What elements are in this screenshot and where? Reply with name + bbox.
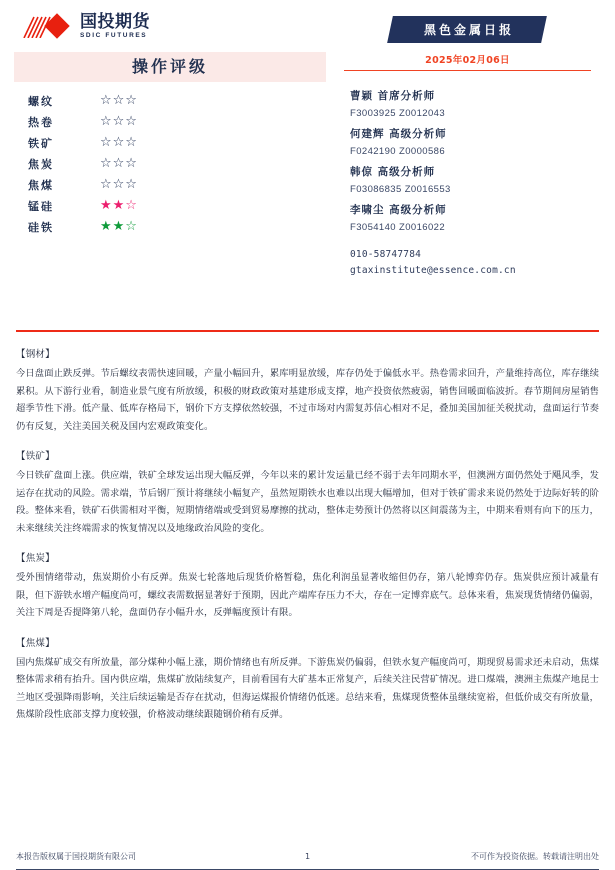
section-coking-coal xyxy=(16,635,599,724)
report-title-text: 黑色金属日报 xyxy=(424,23,515,37)
section-paragraph: 今日铁矿盘面上涨。供应端，铁矿全球发运出现大幅反弹，今年以来的累计发运量已经不弱于去年同期水平，但澳洲方面仍然处于飓风季，发运存在扰动的风险。需求端，节后钢厂预计将继续小幅复产，虽然短期铁水也难以出现大幅增加，但对于铁矿需求来说仍然处于边际好转的阶段。整体来看，铁矿石供需相对平衡，短期情绪端或受到贸易摩擦的扰动，整体走势预计仍然将以区间震荡为主，中期来看则有向下的压力，未来继续关注终端需求的恢复情况以及地缘政治风险的变化。 xyxy=(16,470,599,534)
section-paragraph: 今日盘面止跌反弹。节后螺纹表需快速回暖，产量小幅回升，累库明显放缓，库存仍处于偏低水平。热卷需求回升，产量维持高位，库存继续累积。从下游行业看，制造业景气度有所放缓，积极的财政政策对基建形成支撑，地产投资依然疲弱，销售回暖面临波折。春节期间房屋销售超季节性下滑。低产量、低库存格局下，钢价下方支撑依然较强，不过市场对内需复苏信心相对不足，叠加美国加征关税扰动，盘面运行节奏仍有反复，关注美国关税及国内宏观政策变化。 xyxy=(16,368,599,432)
rating-commodity-name: 硅铁 xyxy=(28,220,54,234)
contact-phone: 010-58747784 xyxy=(350,249,422,260)
analyst-license-code: F3003925 Z0012043 xyxy=(350,108,446,119)
rating-stars: ★★☆ xyxy=(100,219,138,234)
contact-email[interactable]: gtaxinstitute@essence.com.cn xyxy=(350,265,516,276)
analyst-list xyxy=(334,71,601,233)
rating-stars: ☆☆☆ xyxy=(100,93,138,108)
rating-stars: ☆☆☆ xyxy=(100,156,138,171)
rating-stars: ☆☆☆ xyxy=(100,135,138,150)
section-steel xyxy=(16,346,599,435)
table-row xyxy=(28,216,326,237)
analyst-name: 何建辉 高级分析师 xyxy=(350,128,447,140)
footer-copyright: 本报告版权属于国投期货有限公司 xyxy=(16,851,136,861)
section-title: 【焦煤】 xyxy=(16,637,55,649)
analyst-name: 李啸尘 高级分析师 xyxy=(350,204,447,216)
rating-commodity-name: 螺纹 xyxy=(28,94,54,108)
report-body xyxy=(0,332,615,724)
rating-commodity-name: 铁矿 xyxy=(28,136,54,150)
report-date: 2025年02月06日 xyxy=(425,55,510,66)
section-paragraph: 受外围情绪带动，焦炭期价小有反弹。焦炭七轮落地后现货价格暂稳，焦化利润虽显著收缩但仍存，第八轮博弈仍存。焦炭供应预计减量有限，但下游铁水增产幅度尚可，螺纹表需数据显著好于预期，因此产端库存压力不大，存在一定博弈底气。总体来看，焦炭现货情绪仍偏弱，关注下周是否提降第八轮，盘面仍存小幅升水，反弹幅度预计有限。 xyxy=(16,572,599,618)
section-paragraph: 国内焦煤矿成交有所放量，部分煤种小幅上涨，期价情绪也有所反弹。下游焦炭仍偏弱，但铁水复产幅度尚可，期现贸易需求还未启动，焦煤整体需求稍有抬升。国内供应端，焦煤矿放陆续复产，目前看国有大矿基本正常复产，后续关注民营矿情况。进口煤端，澳洲主焦煤产地昆士兰地区受强降雨影响，关注后续运输是否存在扰动，但海运煤报价情绪仍低迷。总结来看，焦煤现货整体虽继续宽裕，但低价成交有所放量，焦煤阶段性底部支撑力度较强，价格波动继续跟随钢价稍有反弹。 xyxy=(16,656,599,720)
logo-wordmark xyxy=(80,14,150,40)
report-title-shape xyxy=(388,16,548,43)
table-row xyxy=(28,174,326,195)
analyst-license-code: F03086835 Z0016553 xyxy=(350,184,451,195)
table-row xyxy=(28,132,326,153)
table-row xyxy=(28,111,326,132)
report-header xyxy=(0,0,615,330)
header-right-column xyxy=(326,12,601,330)
analyst-license-code: F3054140 Z0016022 xyxy=(350,222,446,233)
rating-panel-title: 操作评级 xyxy=(14,52,326,82)
footer-disclaimer: 不可作为投资依据。转载请注明出处 xyxy=(471,851,599,861)
company-logo xyxy=(14,12,326,42)
rating-stars: ★★☆ xyxy=(100,198,138,213)
section-title: 【铁矿】 xyxy=(16,451,55,462)
footer-row xyxy=(16,843,599,870)
analyst-name: 曹颖 首席分析师 xyxy=(350,90,436,102)
analyst-license-code: F0242190 Z0000586 xyxy=(350,146,446,157)
rating-stars: ☆☆☆ xyxy=(100,114,138,129)
contact-block xyxy=(334,233,601,279)
rating-commodity-name: 热卷 xyxy=(28,115,54,129)
rating-commodity-name: 焦炭 xyxy=(28,157,54,171)
rating-commodity-name: 锰硅 xyxy=(28,199,54,213)
section-title: 【钢材】 xyxy=(16,349,55,360)
rating-table xyxy=(14,90,326,237)
section-iron-ore xyxy=(16,448,599,537)
analyst-name: 韩倞 高级分析师 xyxy=(350,166,436,178)
logo-mark-icon xyxy=(22,14,78,40)
table-row xyxy=(28,153,326,174)
logo-chinese-name: 国投期货 xyxy=(80,12,150,32)
page-footer xyxy=(0,843,615,870)
rating-commodity-name: 焦煤 xyxy=(28,178,54,192)
page-number: 1 xyxy=(304,851,311,861)
rating-stars: ☆☆☆ xyxy=(100,177,138,192)
section-title: 【焦炭】 xyxy=(16,553,55,564)
table-row xyxy=(28,90,326,111)
table-row xyxy=(28,195,326,216)
report-title-banner xyxy=(334,12,601,43)
header-left-column xyxy=(14,12,326,330)
section-coke xyxy=(16,550,599,622)
logo-english-name: SDIC FUTURES xyxy=(80,32,148,39)
